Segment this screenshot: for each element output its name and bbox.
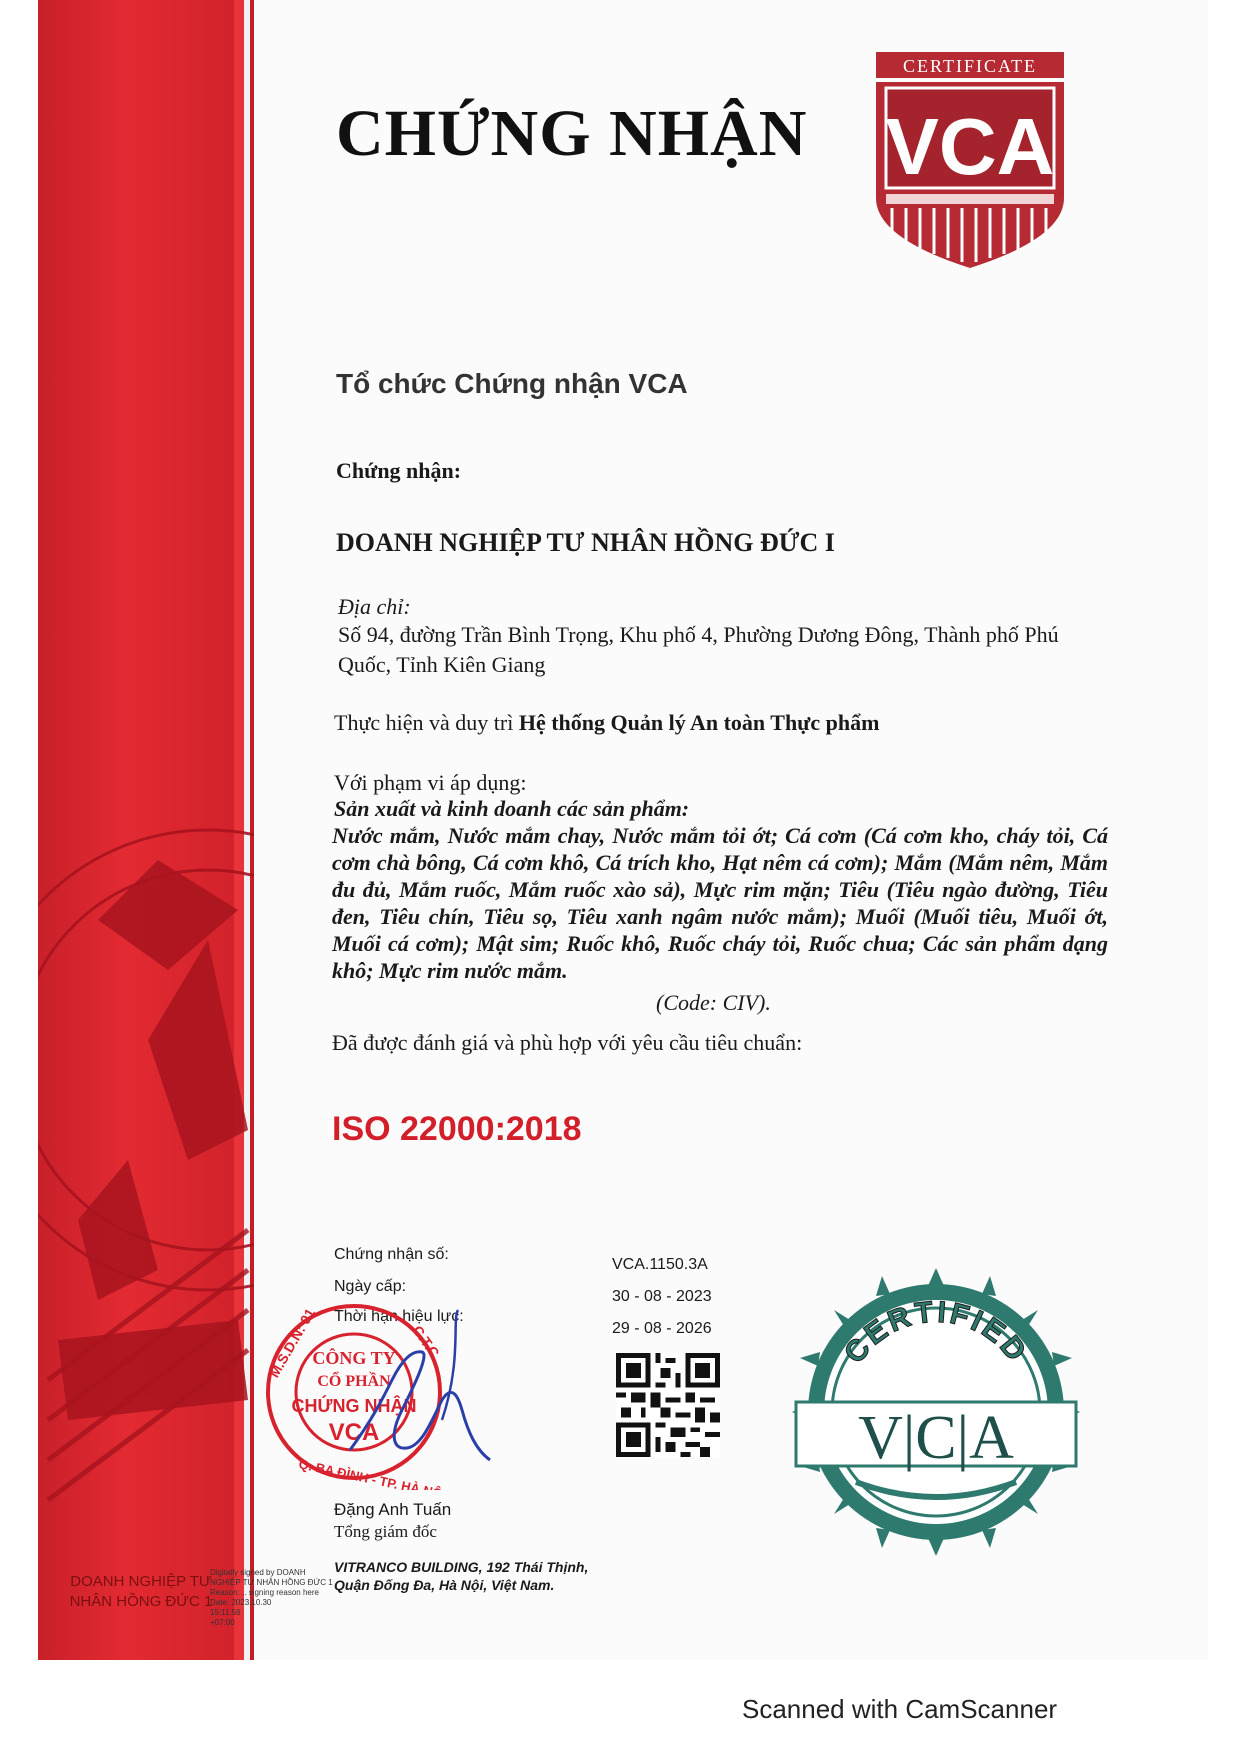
scope-subtitle: Sản xuất và kinh doanh các sản phẩm: — [334, 796, 690, 821]
stamp-line-2: CỔ PHẦN — [317, 1373, 391, 1390]
company-name: DOANH NGHIỆP TƯ NHÂN HỒNG ĐỨC I — [336, 528, 835, 557]
qr-code[interactable] — [616, 1352, 720, 1458]
certificate-title: CHỨNG NHẬN — [336, 97, 808, 170]
stamp-ring-right: C.T.C — [409, 1322, 443, 1361]
seal-vca-letters: V|C|A — [858, 1404, 1014, 1472]
cert-number-label: Chứng nhận số: — [334, 1246, 449, 1263]
camscanner-footer: Scanned with CamScanner — [742, 1694, 1058, 1724]
stamp-ring-bottom: Q. BA ĐÌNH - TP. HÀ NỘI — [297, 1456, 448, 1490]
standard-name: ISO 22000:2018 — [332, 1110, 582, 1148]
badge-vca-text: VCA — [885, 102, 1055, 191]
company-address-line-1: VITRANCO BUILDING, 192 Thái Thịnh, — [334, 1559, 589, 1575]
issue-date-label: Ngày cấp: — [334, 1278, 407, 1295]
assessed-text: Đã được đánh giá và phù hợp với yêu cầu tiêu chuẩn: — [332, 1030, 803, 1055]
organization-name: Tổ chức Chứng nhận VCA — [336, 368, 688, 399]
badge-certificate-text: CERTIFICATE — [903, 56, 1037, 76]
seal-certified-text: CERTIFIED — [837, 1295, 1035, 1370]
company-address-line-2: Quận Đống Đa, Hà Nội, Việt Nam. — [334, 1577, 555, 1593]
signer-role: Tổng giám đốc — [334, 1522, 437, 1541]
stamp-ring-top: M.S.D.N: 01 — [265, 1305, 319, 1381]
implementation-system: Hệ thống Quản lý An toàn Thực phẩm — [518, 710, 880, 735]
validity-date: 29 - 08 - 2026 — [612, 1320, 712, 1337]
company-address — [334, 1558, 588, 1594]
signer-name: Đặng Anh Tuấn — [334, 1500, 452, 1519]
scope-label: Với phạm vi áp dụng: — [334, 770, 527, 795]
certify-label: Chứng nhận: — [336, 458, 462, 483]
scope-code: (Code: CIV). — [656, 990, 771, 1015]
address-text: Số 94, đường Trần Bình Trọng, Khu phố 4, Phường Dương Đông, Thành phố Phú Quốc, Tỉnh Kiên Giang — [338, 622, 1059, 677]
implementation-line — [334, 710, 879, 736]
company-stamp — [262, 1300, 492, 1490]
validity-label: Thời hạn hiệu lực: — [334, 1308, 464, 1325]
band-watermark — [38, 800, 254, 1600]
stamp-line-3: CHỨNG NHẬN — [291, 1396, 417, 1416]
issue-date: 30 - 08 - 2023 — [612, 1288, 712, 1305]
stamp-line-1: CÔNG TY — [312, 1348, 396, 1368]
digital-signature-info: Digitally signed by DOANH NGHIỆP TƯ NHÂN HỒNG ĐỨC 1 Reason: .. signing reason here Date: 2023.10.30 15:11:56 +07:00 — [210, 1568, 333, 1627]
certified-vca-seal — [786, 1262, 1086, 1562]
digital-signer-name: DOANH NGHIỆP TƯ NHÂN HỒNG ĐỨC 1 — [69, 1573, 213, 1610]
vca-certificate-badge — [872, 48, 1068, 270]
address-label: Địa chỉ: — [338, 594, 411, 619]
stamp-line-4: VCA — [328, 1419, 380, 1446]
implementation-prefix: Thực hiện và duy trì — [334, 710, 519, 735]
cert-number: VCA.1150.3A — [612, 1256, 708, 1273]
scope-products: Nước mắm, Nước mắm chay, Nước mắm tỏi ớt; Cá cơm (Cá cơm kho, cháy tỏi, Cá cơm chà bông, Cá cơm khô, Cá trích kho, Hạt nêm cá cơm); Mắm (Mắm nêm, Mắm đu đủ, Mắm ruốc, Mắm ruốc xào sả), Mực rim mặn; Tiêu (Tiêu ngào đường, Tiêu đen, Tiêu chín, Tiêu sọ, Tiêu xanh ngâm nước mắm); Muối (Muối tiêu, Muối ớt, Muối cá cơm); Mật sim; Ruốc khô, Ruốc cháy tỏi, Ruốc chua; Các sản phẩm dạng khô; Mực rim nước mắm. — [332, 823, 1108, 983]
